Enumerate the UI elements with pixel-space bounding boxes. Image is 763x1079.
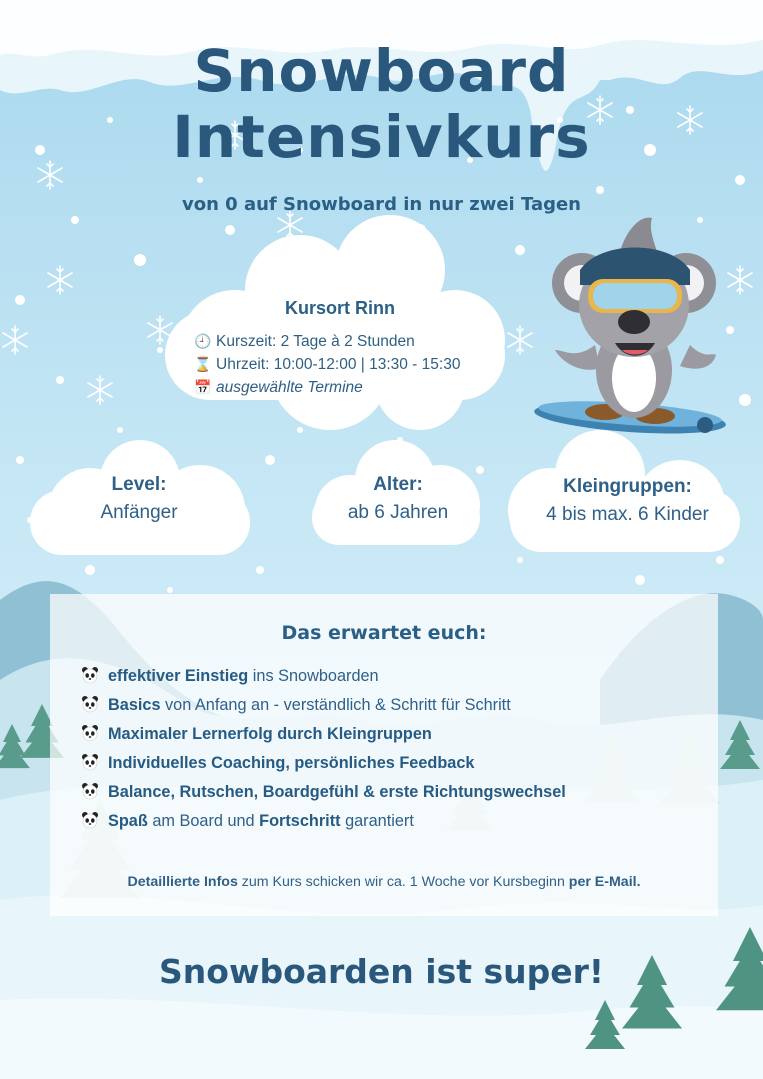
age-box (318, 474, 478, 524)
groups-label: Kleingruppen: (563, 476, 692, 497)
expectations-title: Das erwartet euch: (281, 622, 487, 644)
slogan: Snowboarden ist super! (159, 952, 604, 991)
age-label: Alter: (373, 474, 423, 495)
course-time: ⌛ Uhrzeit: 10:00-12:00 | 13:30 - 15:30 (194, 353, 460, 376)
location-heading: Kursort Rinn (285, 298, 395, 318)
title-line-2: Intensivkurs (172, 103, 591, 171)
hourglass-icon: ⌛ (194, 356, 212, 372)
level-box (38, 474, 240, 524)
level-label: Level: (111, 474, 167, 495)
groups-box (515, 476, 740, 526)
level-value: Anfänger (100, 502, 178, 523)
info-note: Detaillierte Infos zum Kurs schicken wir ca. 1 Woche vor Kursbeginn per E-Mail. (127, 874, 641, 890)
list-item: Spaß am Board und Fortschritt garantiert (81, 811, 414, 831)
calendar-icon: 📅 (194, 379, 212, 395)
course-duration: 🕘 Kurszeit: 2 Tage à 2 Stunden (194, 330, 460, 353)
groups-value: 4 bis max. 6 Kinder (546, 504, 709, 525)
title-line-1: Snowboard (193, 37, 570, 105)
panda-icon (81, 666, 99, 684)
list-item: effektiver Einstieg ins Snowboarden (81, 666, 379, 686)
list-item: Maximaler Lernerfolg durch Kleingruppen (81, 724, 432, 744)
location-info (194, 330, 460, 399)
panda-icon (81, 753, 99, 771)
age-value: ab 6 Jahren (347, 502, 449, 523)
list-item: Basics von Anfang an - verständlich & Schritt für Schritt (81, 695, 511, 715)
panda-icon (81, 811, 99, 829)
course-dates: 📅 ausgewählte Termine (194, 376, 460, 399)
list-item: Balance, Rutschen, Boardgefühl & erste Richtungswechsel (81, 782, 566, 802)
location-heading-wrap (0, 298, 680, 319)
page-title (0, 38, 763, 170)
list-item: Individuelles Coaching, persönliches Feedback (81, 753, 474, 773)
subtitle: von 0 auf Snowboard in nur zwei Tagen (181, 194, 581, 215)
expectations-panel (50, 594, 718, 916)
clock-icon: 🕘 (194, 333, 212, 349)
panda-icon (81, 782, 99, 800)
panda-icon (81, 695, 99, 713)
panda-icon (81, 724, 99, 742)
